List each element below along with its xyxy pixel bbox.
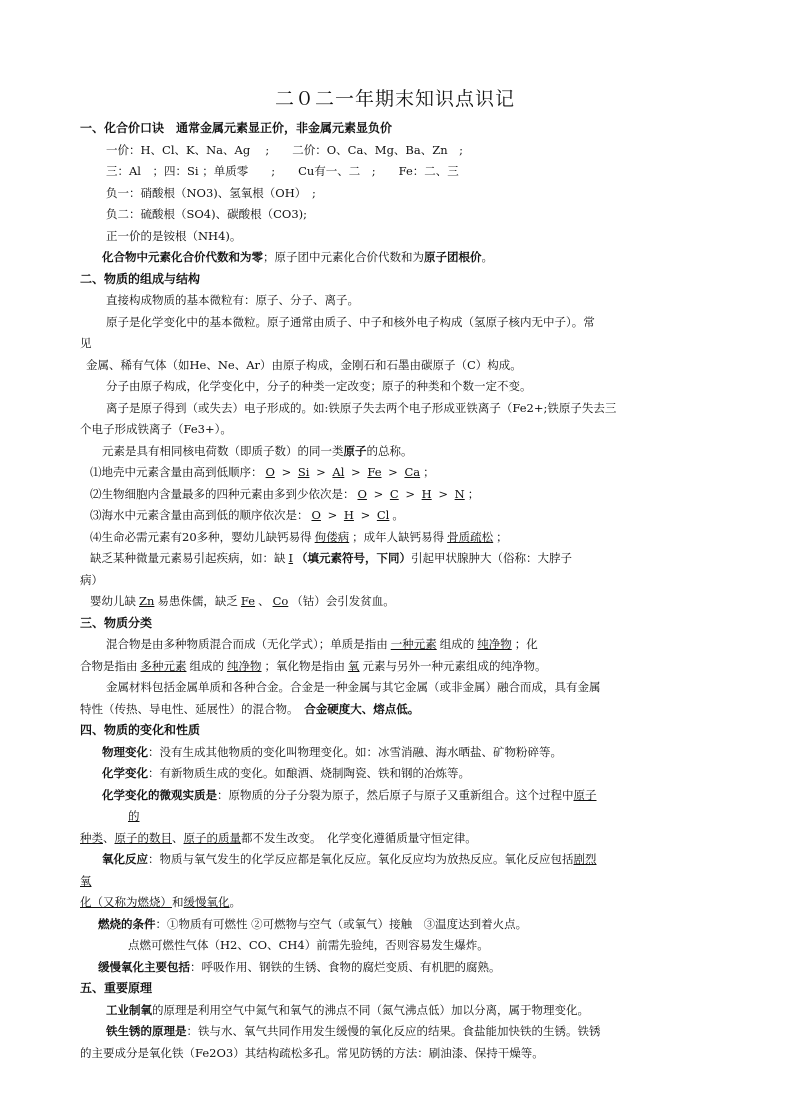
classification-text-6: ；氧化物是指由 — [264, 658, 345, 673]
chemical-essence-underline-1: 原子 — [573, 787, 597, 802]
chemical-essence-sep-1: 、 — [103, 830, 115, 845]
valence-line-2: 三：Al ；四：Si ；单质零 ; Cu有一、二 ; Fe：二、三 — [106, 164, 459, 178]
classification-bold: 合金硬度大、熔点低。 — [304, 701, 420, 716]
industrial-oxygen — [80, 1000, 720, 1022]
question-1-prompt: ⑴地壳中元素含量由高到低顺序： — [90, 465, 263, 479]
question-1-end: ； — [423, 465, 435, 479]
classification-line-1 — [80, 634, 720, 656]
rusting-term: 铁生锈的原理是 — [106, 1024, 187, 1038]
industrial-oxygen-text: 的原理是利用空气中氮气和氧气的沸点不同（氮气沸点低）加以分离，属于物理变化。 — [152, 1002, 589, 1017]
classification-line-4 — [80, 699, 720, 721]
gas-purity-note: 点燃可燃性气体（H2、CO、CH4）前需先验纯，否则容易发生爆炸。 — [128, 938, 489, 952]
chemical-essence-underline-2: 的 — [128, 809, 140, 823]
question-2-prompt: ⑵生物细胞内含量最多的四种元素由多到少依次是： — [90, 486, 355, 501]
question-6-separator: 、 — [258, 594, 270, 608]
document-body — [80, 118, 720, 1064]
physical-change-text: ：没有生成其他物质的变化叫物理变化。如：冰雪消融、海水晒盐、矿物粉碎等。 — [148, 744, 562, 759]
valence-summary-bold-2: 原子团根价 — [424, 250, 482, 264]
question-3-end: 。 — [392, 508, 404, 522]
section-5-heading: 五、重要原理 — [80, 981, 153, 995]
question-5-prompt: 缺乏某种微量元素易引起疾病，如：缺 — [90, 551, 286, 565]
question-4-end: ； — [496, 529, 508, 544]
structure-line-7: 个电子形成铁离子（Fe3+）。 — [80, 422, 232, 436]
structure-line-5: 分子由原子构成，化学变化中，分子的种类一定改变；原子的种类和个数一定不变。 — [106, 379, 532, 393]
question-5 — [80, 548, 720, 570]
chemical-essence-underline-4: 原子的数目 — [114, 830, 172, 845]
element-definition-bold: 原子 — [343, 443, 367, 458]
rusting-text: ：铁与水、氧气共同作用发生缓慢的氧化反应的结果。食盐能加快铁的生锈。铁锈 — [186, 1024, 601, 1038]
slow-oxidation-term: 缓慢氧化主要包括 — [98, 959, 190, 974]
oxidation-and: 和 — [172, 895, 184, 909]
classification-text-3: ；化 — [514, 637, 538, 651]
question-3-prompt: ⑶海水中元素含量由高到低的顺序依次是： — [90, 508, 309, 522]
classification-text-2: 组成的 — [439, 637, 475, 651]
section-3-heading: 三、物质分类 — [80, 615, 153, 630]
question-2-answer-2: C — [389, 486, 399, 501]
section-2-heading: 二、物质的组成与结构 — [80, 271, 201, 286]
chemical-change — [80, 763, 720, 785]
question-6-middle: 易患侏儒，缺乏 — [157, 594, 238, 608]
chemical-change-essence-cont-b — [80, 828, 720, 850]
oxidation-text: ：物质与氧气发生的化学反应都是氧化反应。氧化反应均为放热反应。氧化反应包括 — [148, 852, 574, 866]
element-definition-text: 元素是具有相同核电荷数（即质子数）的同一类 — [102, 443, 344, 458]
question-2-end: ； — [467, 486, 480, 501]
chemical-change-essence-cont-a — [80, 806, 720, 828]
valence-summary — [80, 247, 720, 269]
classification-answer-3: 多种元素 — [140, 658, 187, 673]
question-5-note: （填元素符号，下同） — [296, 551, 412, 565]
question-3-answer-3: Cl — [376, 508, 390, 522]
question-2-answer-1: O — [357, 486, 367, 501]
oxidation-continued-a — [80, 871, 720, 893]
chemical-essence-text: ：原物质的分子分裂为原子，然后原子与原子又重新组合。这个过程中 — [217, 787, 574, 802]
slow-oxidation-text: ：呼吸作用、钢铁的生锈、食物的腐烂变质、有机肥的腐熟。 — [190, 959, 501, 974]
question-2-answer-3: H — [421, 486, 432, 501]
question-6 — [80, 591, 720, 613]
question-1-answer-5: Ca — [404, 465, 421, 479]
question-2-answer-4: N — [454, 486, 465, 501]
chemical-change-term: 化学变化 — [102, 766, 148, 780]
question-3-answer-2: H — [343, 508, 354, 522]
classification-answer-1: 一种元素 — [390, 637, 437, 651]
question-4-answer-2: 骨质疏松 — [447, 529, 494, 544]
question-5-continued: 病） — [80, 572, 103, 587]
structure-line-4: 金属、稀有气体（如He、Ne、Ar）由原子构成，金刚石和石墨由碳原子（C）构成。 — [86, 357, 522, 372]
chemical-change-essence — [80, 785, 720, 807]
classification-answer-4: 纯净物 — [227, 658, 262, 673]
physical-change — [80, 742, 720, 764]
classification-text-8: 特性（传热、导电性、延展性）的混合物。 — [80, 701, 305, 716]
question-1-answer-4: Fe — [367, 465, 382, 479]
combustion-text: ：①物质有可燃性 ②可燃物与空气（或氧气）接触 ③温度达到着火点。 — [155, 916, 528, 931]
valence-summary-end: 。 — [481, 250, 493, 264]
classification-text-1: 混合物是由多种物质混合而成（无化学式）；单质是指由 — [106, 637, 388, 651]
combustion-term: 燃烧的条件 — [98, 916, 156, 931]
classification-line-3: 金属材料包括金属单质和各种合金。合金是一种金属与其它金属（或非金属）融合而成，具有金属 — [106, 680, 601, 694]
slow-oxidation — [80, 957, 720, 979]
question-5-rest: 引起甲状腺肿大（俗称：大脖子 — [411, 551, 573, 565]
question-4-middle: ；成年人缺钙易得 — [352, 529, 445, 544]
section-1-heading: 一、化合价口诀 通常金属元素显正价，非金属元素显负价 — [80, 121, 393, 135]
valence-line-1: 一价：H、Cl、K、Na、Ag ; 二价：O、Ca、Mg、Ba、Zn ; — [106, 142, 464, 157]
question-1-answer-2: Si — [297, 465, 310, 479]
question-6-end: （钴）会引发贫血。 — [291, 594, 395, 608]
section-4-heading: 四、物质的变化和性质 — [80, 723, 201, 737]
classification-answer-5: 氧 — [348, 658, 360, 673]
oxidation-term: 氧化反应 — [102, 852, 148, 866]
question-5-answer: I — [288, 551, 294, 565]
question-3: ⑶海水中元素含量由高到低的顺序依次是： O > H > Cl 。 — [90, 508, 404, 522]
physical-change-term: 物理变化 — [102, 744, 148, 759]
valence-line-4: 负二：硫酸根（SO4)、碳酸根（CO3); — [106, 207, 308, 221]
page-title: 二０二一年期末知识点识记 — [274, 88, 515, 110]
oxidation-underline-3: 化（又称为燃烧） — [80, 895, 172, 909]
structure-line-3: 见 — [80, 336, 92, 350]
question-4-answer-1: 佝偻病 — [314, 529, 350, 544]
oxidation-end: 。 — [229, 895, 241, 909]
industrial-oxygen-term: 工业制氧 — [106, 1002, 152, 1017]
oxidation-reaction — [80, 849, 720, 871]
classification-text-4: 合物是指由 — [80, 658, 138, 673]
chemical-essence-underline-5: 原子的质量 — [183, 830, 241, 845]
structure-line-1: 直接构成物质的基本微粒有：原子、分子、离子。 — [106, 293, 359, 307]
question-1-answer-3: Al — [332, 465, 345, 479]
structure-line-2: 原子是化学变化中的基本微粒。原子通常由质子、中子和核外电子构成（氢原子核内无中子）。常 — [106, 314, 595, 329]
structure-line-6: 离子是原子得到（或失去）电子形成的。如:铁原子失去两个电子形成亚铁离子（Fe2+;铁原子失去三 — [106, 400, 617, 415]
oxidation-underline-4: 缓慢氧化 — [183, 895, 230, 909]
chemical-change-text: ：有新物质生成的变化。如酿酒、烧制陶瓷、铁和钢的冶炼等。 — [148, 766, 470, 780]
question-3-answer-1: O — [311, 508, 321, 522]
question-6-answer-1: Zn — [139, 594, 155, 608]
valence-line-5: 正一价的是铵根（NH4)。 — [106, 228, 242, 243]
valence-line-3: 负一：硝酸根（NO3)、氢氧根（OH） ; — [106, 185, 316, 200]
question-6-answer-3: Co — [272, 594, 289, 608]
question-2: ⑵生物细胞内含量最多的四种元素由多到少依次是： O > C > H > N ； — [90, 486, 480, 501]
chemical-essence-underline-3: 种类 — [80, 830, 103, 845]
question-1: ⑴地壳中元素含量由高到低顺序： O > Si > Al > Fe > Ca ； — [90, 465, 435, 479]
oxidation-underline-1: 剧烈 — [573, 852, 597, 866]
chemical-essence-sep-2: 、 — [172, 830, 184, 845]
rusting-continued: 的主要成分是氧化铁（Fe2O3）其结构疏松多孔。常见防锈的方法：刷油漆、保持干燥等。 — [80, 1045, 544, 1060]
chemical-essence-end: 都不发生改变。 化学变化遵循质量守恒定律。 — [241, 830, 477, 845]
element-definition — [80, 441, 720, 463]
question-4-prompt: ⑷生命必需元素有20多种，婴幼儿缺钙易得 — [90, 529, 312, 544]
element-definition-end: 的总称。 — [366, 443, 413, 458]
question-4 — [80, 527, 720, 549]
classification-line-2 — [80, 656, 720, 678]
question-1-answer-1: O — [265, 465, 275, 479]
valence-summary-text: ；原子团中元素化合价代数和为 — [263, 250, 424, 264]
rusting-principle — [80, 1021, 720, 1043]
combustion-conditions — [80, 914, 720, 936]
oxidation-underline-2: 氧 — [80, 873, 92, 888]
classification-answer-2: 纯净物 — [477, 637, 512, 651]
question-6-prompt: 婴幼儿缺 — [90, 594, 136, 608]
valence-summary-bold-1: 化合物中元素化合价代数和为零 — [102, 250, 263, 264]
classification-text-5: 组成的 — [189, 658, 224, 673]
question-6-answer-2: Fe — [240, 594, 256, 608]
classification-text-7: 元素与另外一种元素组成的纯净物。 — [362, 658, 547, 673]
chemical-essence-term: 化学变化的微观实质是 — [102, 787, 217, 802]
oxidation-continued-b — [80, 892, 720, 914]
